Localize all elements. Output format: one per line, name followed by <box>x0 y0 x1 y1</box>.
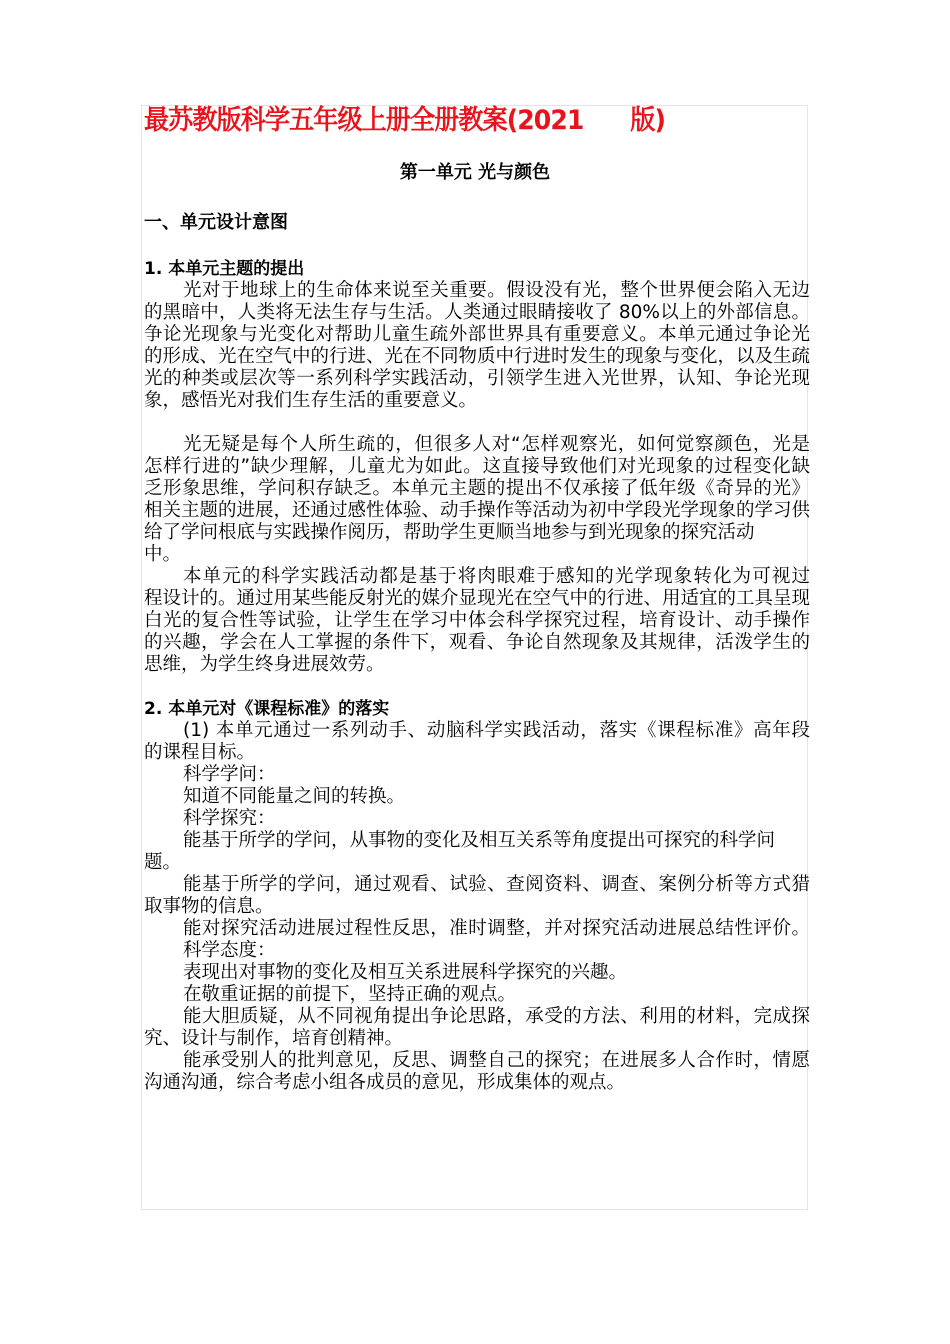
text-line: 怎样行进的”缺少理解，儿童尤为如此。这直接导致他们对光现象的过程变化缺 <box>144 456 810 477</box>
text-line: 能基于所学的学问，从事物的变化及相互关系等角度提出可探究的科学问 <box>183 830 776 851</box>
text-line: 白光的复合性等试验，让学生在学习中体会科学探究过程，培育设计、动手操作 <box>144 610 810 631</box>
text-line: 乏形象思维，学问积存缺乏。本单元主题的提出不仅承接了低年级《奇异的光》 <box>144 478 810 499</box>
text-line: 能大胆质疑，从不同视角提出争论思路，承受的方法、利用的材料，完成探 <box>183 1006 810 1027</box>
text-line: (1) 本单元通过一系列动手、动脑科学实践活动，落实《课程标准》高年段 <box>183 720 810 741</box>
text-line: 能承受别人的批判意见，反思、调整自己的探究；在进展多人合作时，情愿 <box>183 1050 810 1071</box>
text-line: 科学态度： <box>183 940 276 961</box>
text-line: 象，感悟光对我们生存生活的重要意义。 <box>144 390 478 411</box>
unit-title: 第一单元 光与颜色 <box>399 162 551 183</box>
text-line: 思维，为学生终身进展效劳。 <box>144 654 385 675</box>
text-line: 中。 <box>144 544 182 565</box>
blank-line <box>144 676 810 698</box>
text-line: 光的种类或层次等一系列科学实践活动，引领学生进入光世界，认知、争论光现 <box>144 368 810 389</box>
text-line: 的兴趣，学会在人工掌握的条件下，观看、争论自然现象及其规律，活泼学生的 <box>144 632 810 653</box>
blank-line <box>144 412 810 434</box>
section-heading: 一、单元设计意图 <box>144 212 288 233</box>
text-line: 能对探究活动进展过程性反思，准时调整，并对探究活动进展总结性评价。 <box>183 918 810 939</box>
text-line: 光对于地球上的生命体来说至关重要。假设没有光，整个世界便会陷入无边 <box>183 280 810 301</box>
text-line: 本单元的科学实践活动都是基于将肉眼难于感知的光学现象转化为可视过 <box>183 566 810 587</box>
subsection-heading: 2. 本单元对《课程标准》的落实 <box>144 699 390 719</box>
text-line: 在敬重证据的前提下，坚持正确的观点。 <box>183 984 517 1005</box>
document-title: 最苏教版科学五年级上册全册教案(2021 版) <box>144 105 666 136</box>
text-line: 的课程目标。 <box>144 742 256 763</box>
text-line: 科学探究： <box>183 808 276 829</box>
text-line: 能基于所学的学问，通过观看、试验、查阅资料、调查、案例分析等方式猎 <box>183 874 810 895</box>
text-line: 程设计的。通过用某些能反射光的媒介显现光在空气中的行进、用适宜的工具呈现 <box>144 588 811 609</box>
text-line: 沟通沟通，综合考虑小组各成员的意见，形成集体的观点。 <box>144 1072 626 1093</box>
text-line: 争论光现象与光变化对帮助儿童生疏外部世界具有重要意义。本单元通过争论光 <box>144 324 810 345</box>
text-line: 科学学问： <box>183 764 276 785</box>
text-line: 的黑暗中，人类将无法生存与生活。人类通过眼睛接收了 80%以上的外部信息。 <box>144 302 810 323</box>
text-line: 知道不同能量之间的转换。 <box>183 786 406 807</box>
text-line: 题。 <box>144 852 182 873</box>
text-line: 取事物的信息。 <box>144 896 274 917</box>
text-line: 表现出对事物的变化及相互关系进展科学探究的兴趣。 <box>183 962 628 983</box>
document-body <box>144 258 810 1094</box>
text-line: 的形成、光在空气中的行进、光在不同物质中行进时发生的现象与变化，以及生疏 <box>144 346 811 367</box>
subsection-heading: 1. 本单元主题的提出 <box>144 259 305 279</box>
text-line: 给了学问根底与实践操作阅历，帮助学生更顺当地参与到光现象的探究活动 <box>144 522 755 543</box>
text-line: 究、设计与制作，培育创精神。 <box>144 1028 404 1049</box>
text-line: 相关主题的进展，还通过感性体验、动手操作等活动为初中学段光学现象的学习供 <box>144 500 811 521</box>
text-line: 光无疑是每个人所生疏的，但很多人对“怎样观察光，如何觉察颜色，光是 <box>183 434 810 455</box>
